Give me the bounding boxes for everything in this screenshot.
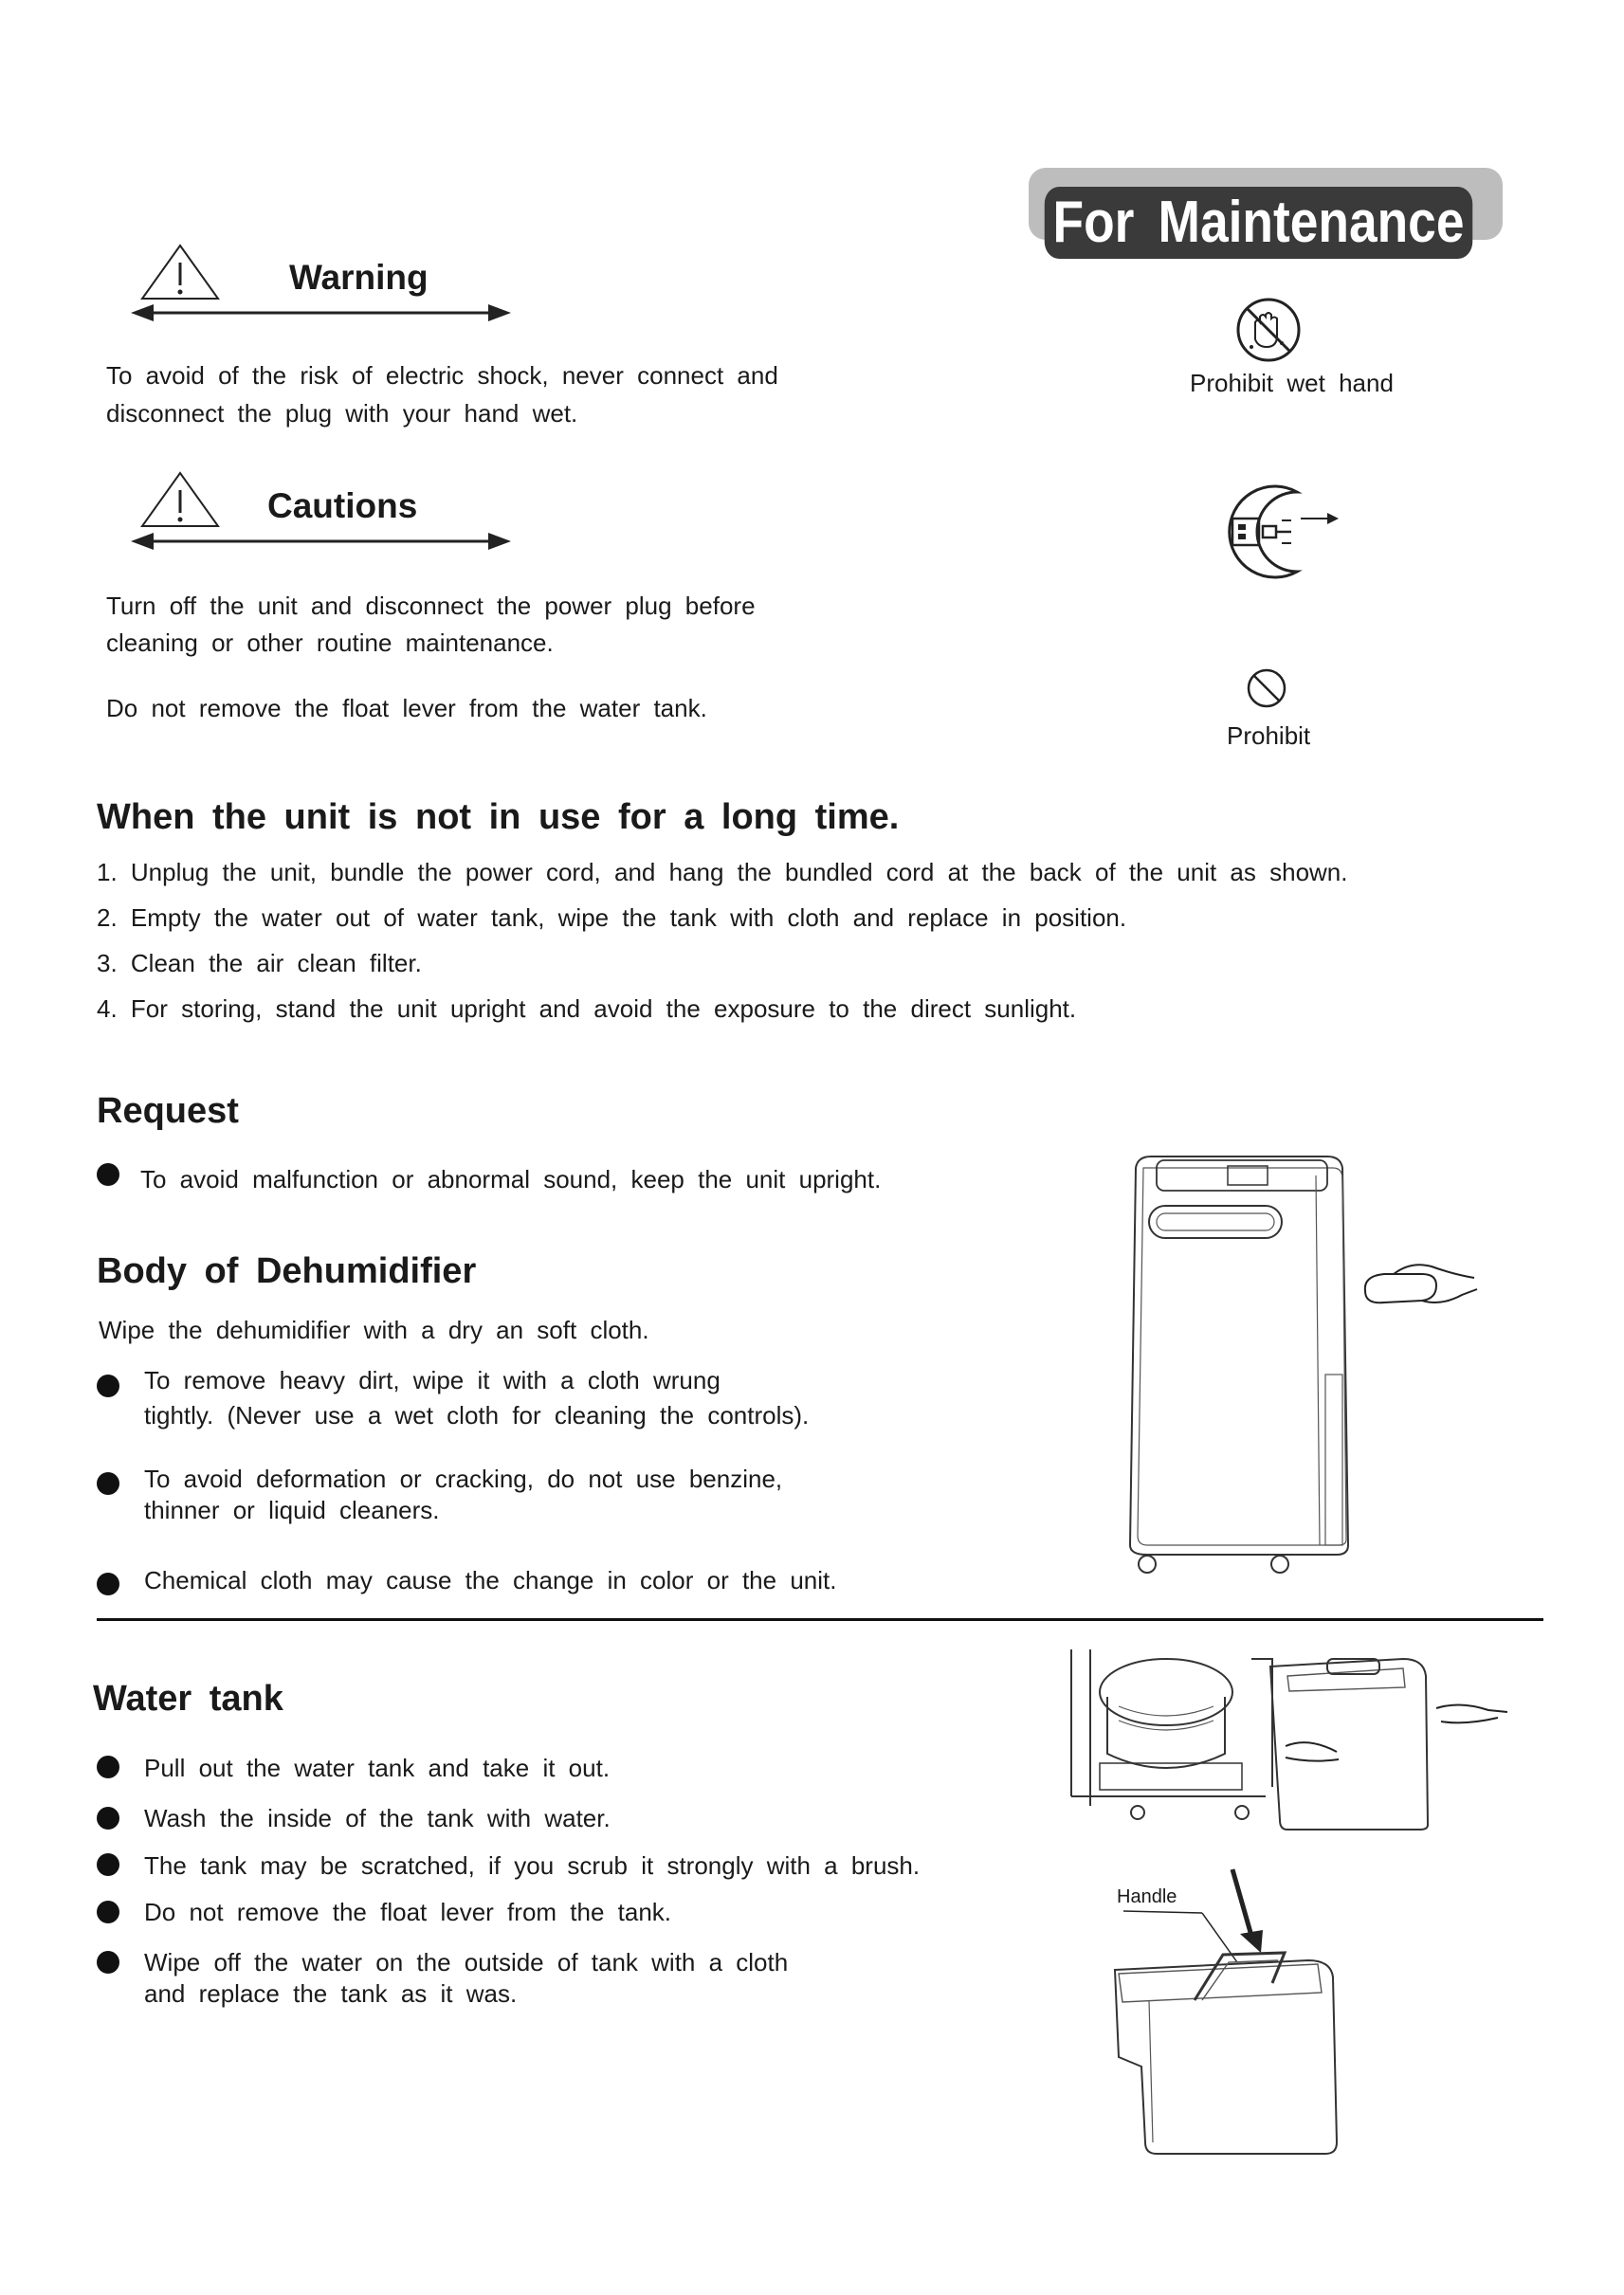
double-arrow-icon bbox=[131, 304, 511, 321]
caution-triangle-icon bbox=[142, 473, 218, 526]
bullet-icon bbox=[97, 1756, 119, 1778]
double-arrow-icon bbox=[131, 533, 511, 550]
warning-title: Warning bbox=[289, 258, 429, 297]
bullet-icon bbox=[97, 1901, 119, 1923]
section-divider bbox=[97, 1618, 1543, 1621]
dehumidifier-illustration bbox=[1109, 1147, 1488, 1574]
long-time-step-4: 4. For storing, stand the unit upright and avoid the exposure to the direct sunlight. bbox=[97, 994, 1077, 1023]
body-item-1-line-2: tightly. (Never use a wet cloth for cleaning the controls). bbox=[144, 1401, 810, 1430]
prohibit-label: Prohibit bbox=[1227, 721, 1311, 750]
water-tank-item-1: Pull out the water tank and take it out. bbox=[144, 1754, 611, 1782]
warning-line-2: disconnect the plug with your hand wet. bbox=[106, 399, 578, 428]
water-tank-item-5-line-1: Wipe off the water on the outside of tank with a cloth bbox=[144, 1948, 789, 1976]
cautions-line-1: Turn off the unit and disconnect the power plug before bbox=[106, 592, 756, 620]
bullet-icon bbox=[97, 1807, 119, 1830]
water-tank-item-2: Wash the inside of the tank with water. bbox=[144, 1804, 611, 1832]
body-title: Body of Dehumidifier bbox=[97, 1251, 477, 1291]
body-item-2-line-2: thinner or liquid cleaners. bbox=[144, 1496, 440, 1524]
cautions-title: Cautions bbox=[267, 486, 418, 525]
tank-removal-illustration bbox=[1062, 1630, 1517, 1849]
body-item-2-line-1: To avoid deformation or cracking, do not use benzine, bbox=[144, 1465, 783, 1493]
prohibit-icon bbox=[1245, 666, 1288, 710]
long-time-title: When the unit is not in use for a long time. bbox=[97, 797, 900, 837]
cautions-line-2: cleaning or other routine maintenance. bbox=[106, 628, 554, 657]
water-tank-item-3: The tank may be scratched, if you scrub it strongly with a brush. bbox=[144, 1851, 921, 1880]
prohibit-wet-hand-icon bbox=[1234, 296, 1303, 364]
request-title: Request bbox=[97, 1091, 239, 1131]
prohibit-wet-hand-label: Prohibit wet hand bbox=[1190, 369, 1394, 397]
warning-line-1: To avoid of the risk of electric shock, never connect and bbox=[106, 361, 778, 390]
body-item-3: Chemical cloth may cause the change in color or the unit. bbox=[144, 1566, 837, 1594]
body-item-1-line-1: To remove heavy dirt, wipe it with a cloth wrung bbox=[144, 1366, 721, 1394]
bullet-icon bbox=[97, 1573, 119, 1595]
water-tank-title: Water tank bbox=[93, 1679, 283, 1719]
section-tag-label: For Maintenance bbox=[1045, 187, 1473, 259]
tank-handle-illustration bbox=[1090, 1858, 1375, 2171]
bullet-icon bbox=[97, 1163, 119, 1186]
warning-triangle-icon bbox=[142, 246, 218, 299]
bullet-icon bbox=[97, 1375, 119, 1397]
water-tank-item-5-line-2: and replace the tank as it was. bbox=[144, 1979, 518, 2008]
long-time-step-3: 3. Clean the air clean filter. bbox=[97, 949, 422, 977]
bullet-icon bbox=[97, 1951, 119, 1974]
bullet-icon bbox=[97, 1472, 119, 1495]
request-item: To avoid malfunction or abnormal sound, keep the unit upright. bbox=[140, 1165, 882, 1193]
section-tag bbox=[1010, 175, 1503, 261]
handle-label: Handle bbox=[1117, 1886, 1177, 1907]
body-intro: Wipe the dehumidifier with a dry an soft cloth. bbox=[99, 1316, 649, 1344]
water-tank-item-4: Do not remove the float lever from the tank. bbox=[144, 1898, 672, 1926]
float-lever-note: Do not remove the float lever from the water tank. bbox=[106, 694, 707, 722]
unplug-icon bbox=[1213, 479, 1346, 583]
bullet-icon bbox=[97, 1853, 119, 1876]
long-time-step-2: 2. Empty the water out of water tank, wipe the tank with cloth and replace in position. bbox=[97, 903, 1127, 932]
long-time-step-1: 1. Unplug the unit, bundle the power cord, and hang the bundled cord at the back of the unit as shown. bbox=[97, 858, 1348, 886]
